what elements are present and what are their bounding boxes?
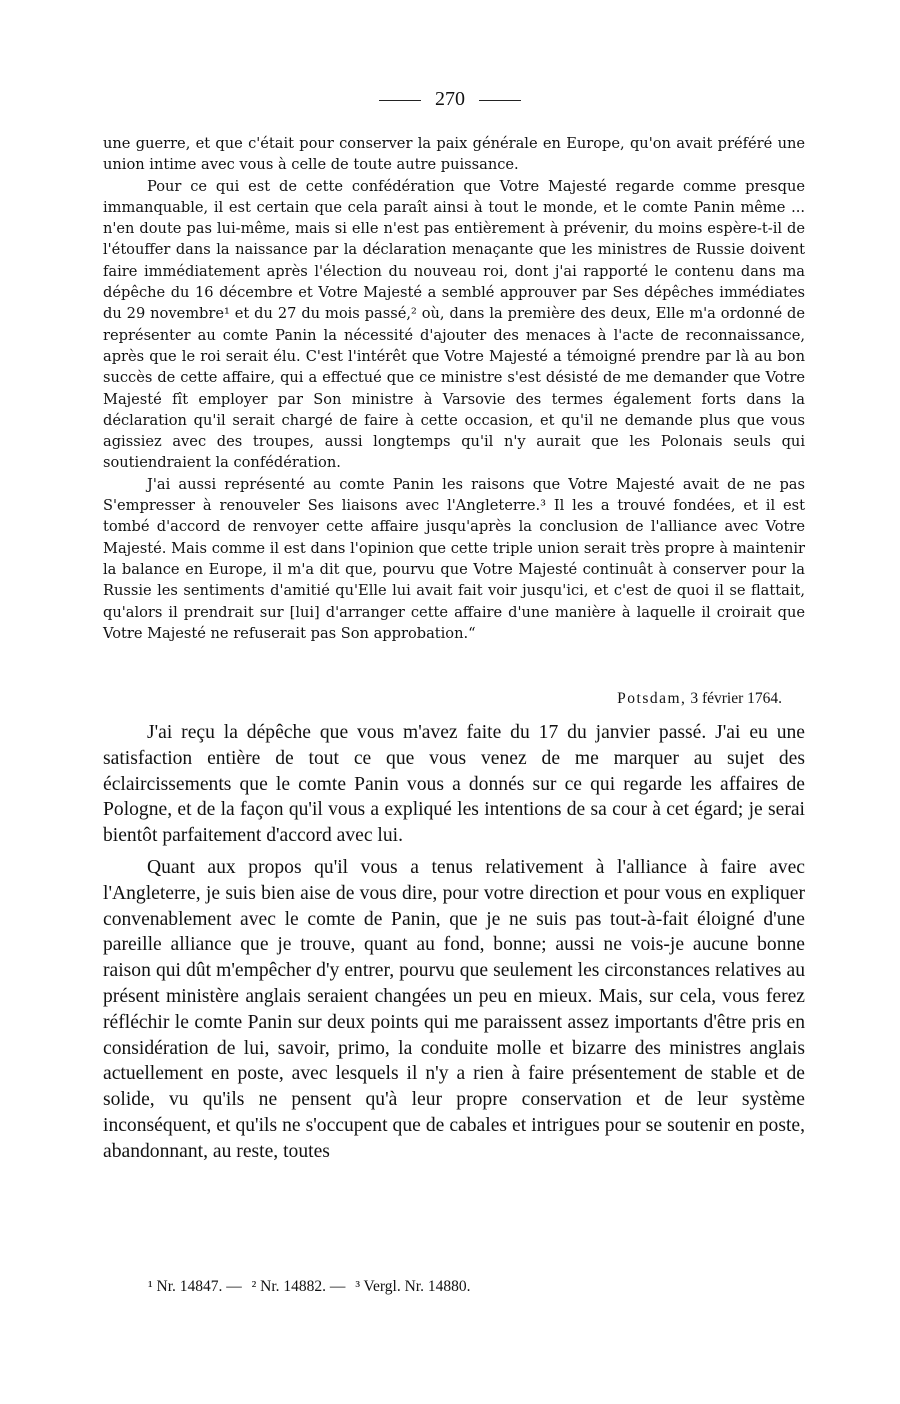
footnote: ³ Vergl. Nr. 14880. xyxy=(355,1278,471,1295)
page-header xyxy=(0,88,900,111)
footnote: ² Nr. 14882. — xyxy=(251,1278,346,1295)
dateline-place: Potsdam, xyxy=(617,690,687,707)
letter-paragraph: une guerre, et que c'était pour conserver la paix générale en Europe, qu'on avait préféré une union intime avec vous à celle de toute autre puissance. xyxy=(103,135,805,174)
dateline xyxy=(617,690,782,708)
letter-paragraph: Pour ce qui est de cette confédération que Votre Majesté regarde comme presque immanquable, il est certain que cela paraît ainsi à tout le monde, et le comte Panin même ... n'en doute pas lui-même, mais si elle n'est pas entièrement à prévenir, du moins espère-t-il de l'étouffer dans la naissance par la déclaration menaçante que les ministres de Russie doivent faire immédiatement après l'élection du nouveau roi, dont j'ai rapporté le contenu dans ma dépêche du 16 décembre et Votre Majesté a semblé approuver par Ses dépêches immédiates du 29 novembre¹ et du 27 du mois passé,² où, dans la première des deux, Elle m'a ordonné de représenter au comte Panin la nécessité d'ajouter des menaces à l'acte de reconnaissance, après que le roi serait élu. C'est l'intérêt que Votre Majesté a témoigné prendre par là au bon succès de cette affaire, qui a effectué que ce ministre s'est désisté de me demander que Votre Majesté fît employer par Son ministre à Varsovie des termes également forts dans la déclaration qu'il serait chargé de faire à cette occasion, et qu'il ne demande plus que vous agissiez avec des troupes, aussi longtemps qu'il n'y aurait que les Polonais seuls qui soutiendraient la confédération. xyxy=(103,177,805,472)
dateline-date: 3 février 1764. xyxy=(690,690,782,707)
main-paragraph: J'ai reçu la dépêche que vous m'avez faite du 17 du janvier passé. J'ai eu une satisfaction entière de tout ce que vous venez de me marquer au sujet des éclaircissements que le comte Panin vous a donnés sur ce qui regarde les affaires de Pologne, et de la façon qu'il vous a expliqué les intentions de sa cour à cet égard; je serai bientôt parfaitement d'accord avec lui. xyxy=(103,722,805,847)
main-text xyxy=(103,720,805,1165)
main-paragraph: Quant aux propos qu'il vous a tenus relativement à l'alliance à faire avec l'Angleterre, je suis bien aise de vous dire, pour votre direction et pour vous en expliquer convenablement avec le comte de Panin, que je ne suis pas tout-à-fait éloigné d'une pareille alliance que je trouve, quant au fond, bonne; aussi ne vois-je aucune bonne raison qui dût m'empêcher d'y entrer, pourvu que seulement les circonstances relatives au présent ministère anglais seraient changées un peu en mieux. Mais, sur cela, vous ferez réfléchir le comte Panin sur deux points qui me paraissent assez importants d'être pris en considération de lui, savoir, primo, la conduite molle et bizarre des ministres anglais actuellement en poste, avec lesquels il n'y a rien à faire présentement de stable et de solide, vu qu'ils ne pensent qu'à leur propre conservation et de leur système inconséquent, et qu'ils ne s'occupent que de cabales et intrigues pour se soutenir en poste, abandonnant, au reste, toutes xyxy=(103,856,805,1162)
footnotes xyxy=(148,1278,476,1296)
page-number: 270 xyxy=(435,88,465,110)
letter-paragraph: J'ai aussi représenté au comte Panin les raisons que Votre Majesté avait de ne pas S'empresser à renouveler Ses liaisons avec l'Angleterre.³ Il les a trouvé fondées, et il est tombé d'accord de renvoyer cette affaire jusqu'après la conclusion de l'alliance avec Votre Majesté. Mais comme il est dans l'opinion que cette triple union serait très propre à maintenir la balance en Europe, il m'a dit que, pourvu que Votre Majesté continuât à conserver pour la Russie les sentiments d'amitié qu'Elle lui avait fait voir jusqu'ici, et c'est de quoi il se flattait, qu'alors il prendrait sur [lui] d'arranger cette affaire d'une manière à laquelle il croirait que Votre Majesté ne refuserait pas Son approbation.“ xyxy=(103,475,805,642)
letter-excerpt xyxy=(103,133,805,644)
header-rule-right xyxy=(479,100,521,101)
footnote: ¹ Nr. 14847. — xyxy=(148,1278,242,1295)
header-rule-left xyxy=(379,100,421,101)
